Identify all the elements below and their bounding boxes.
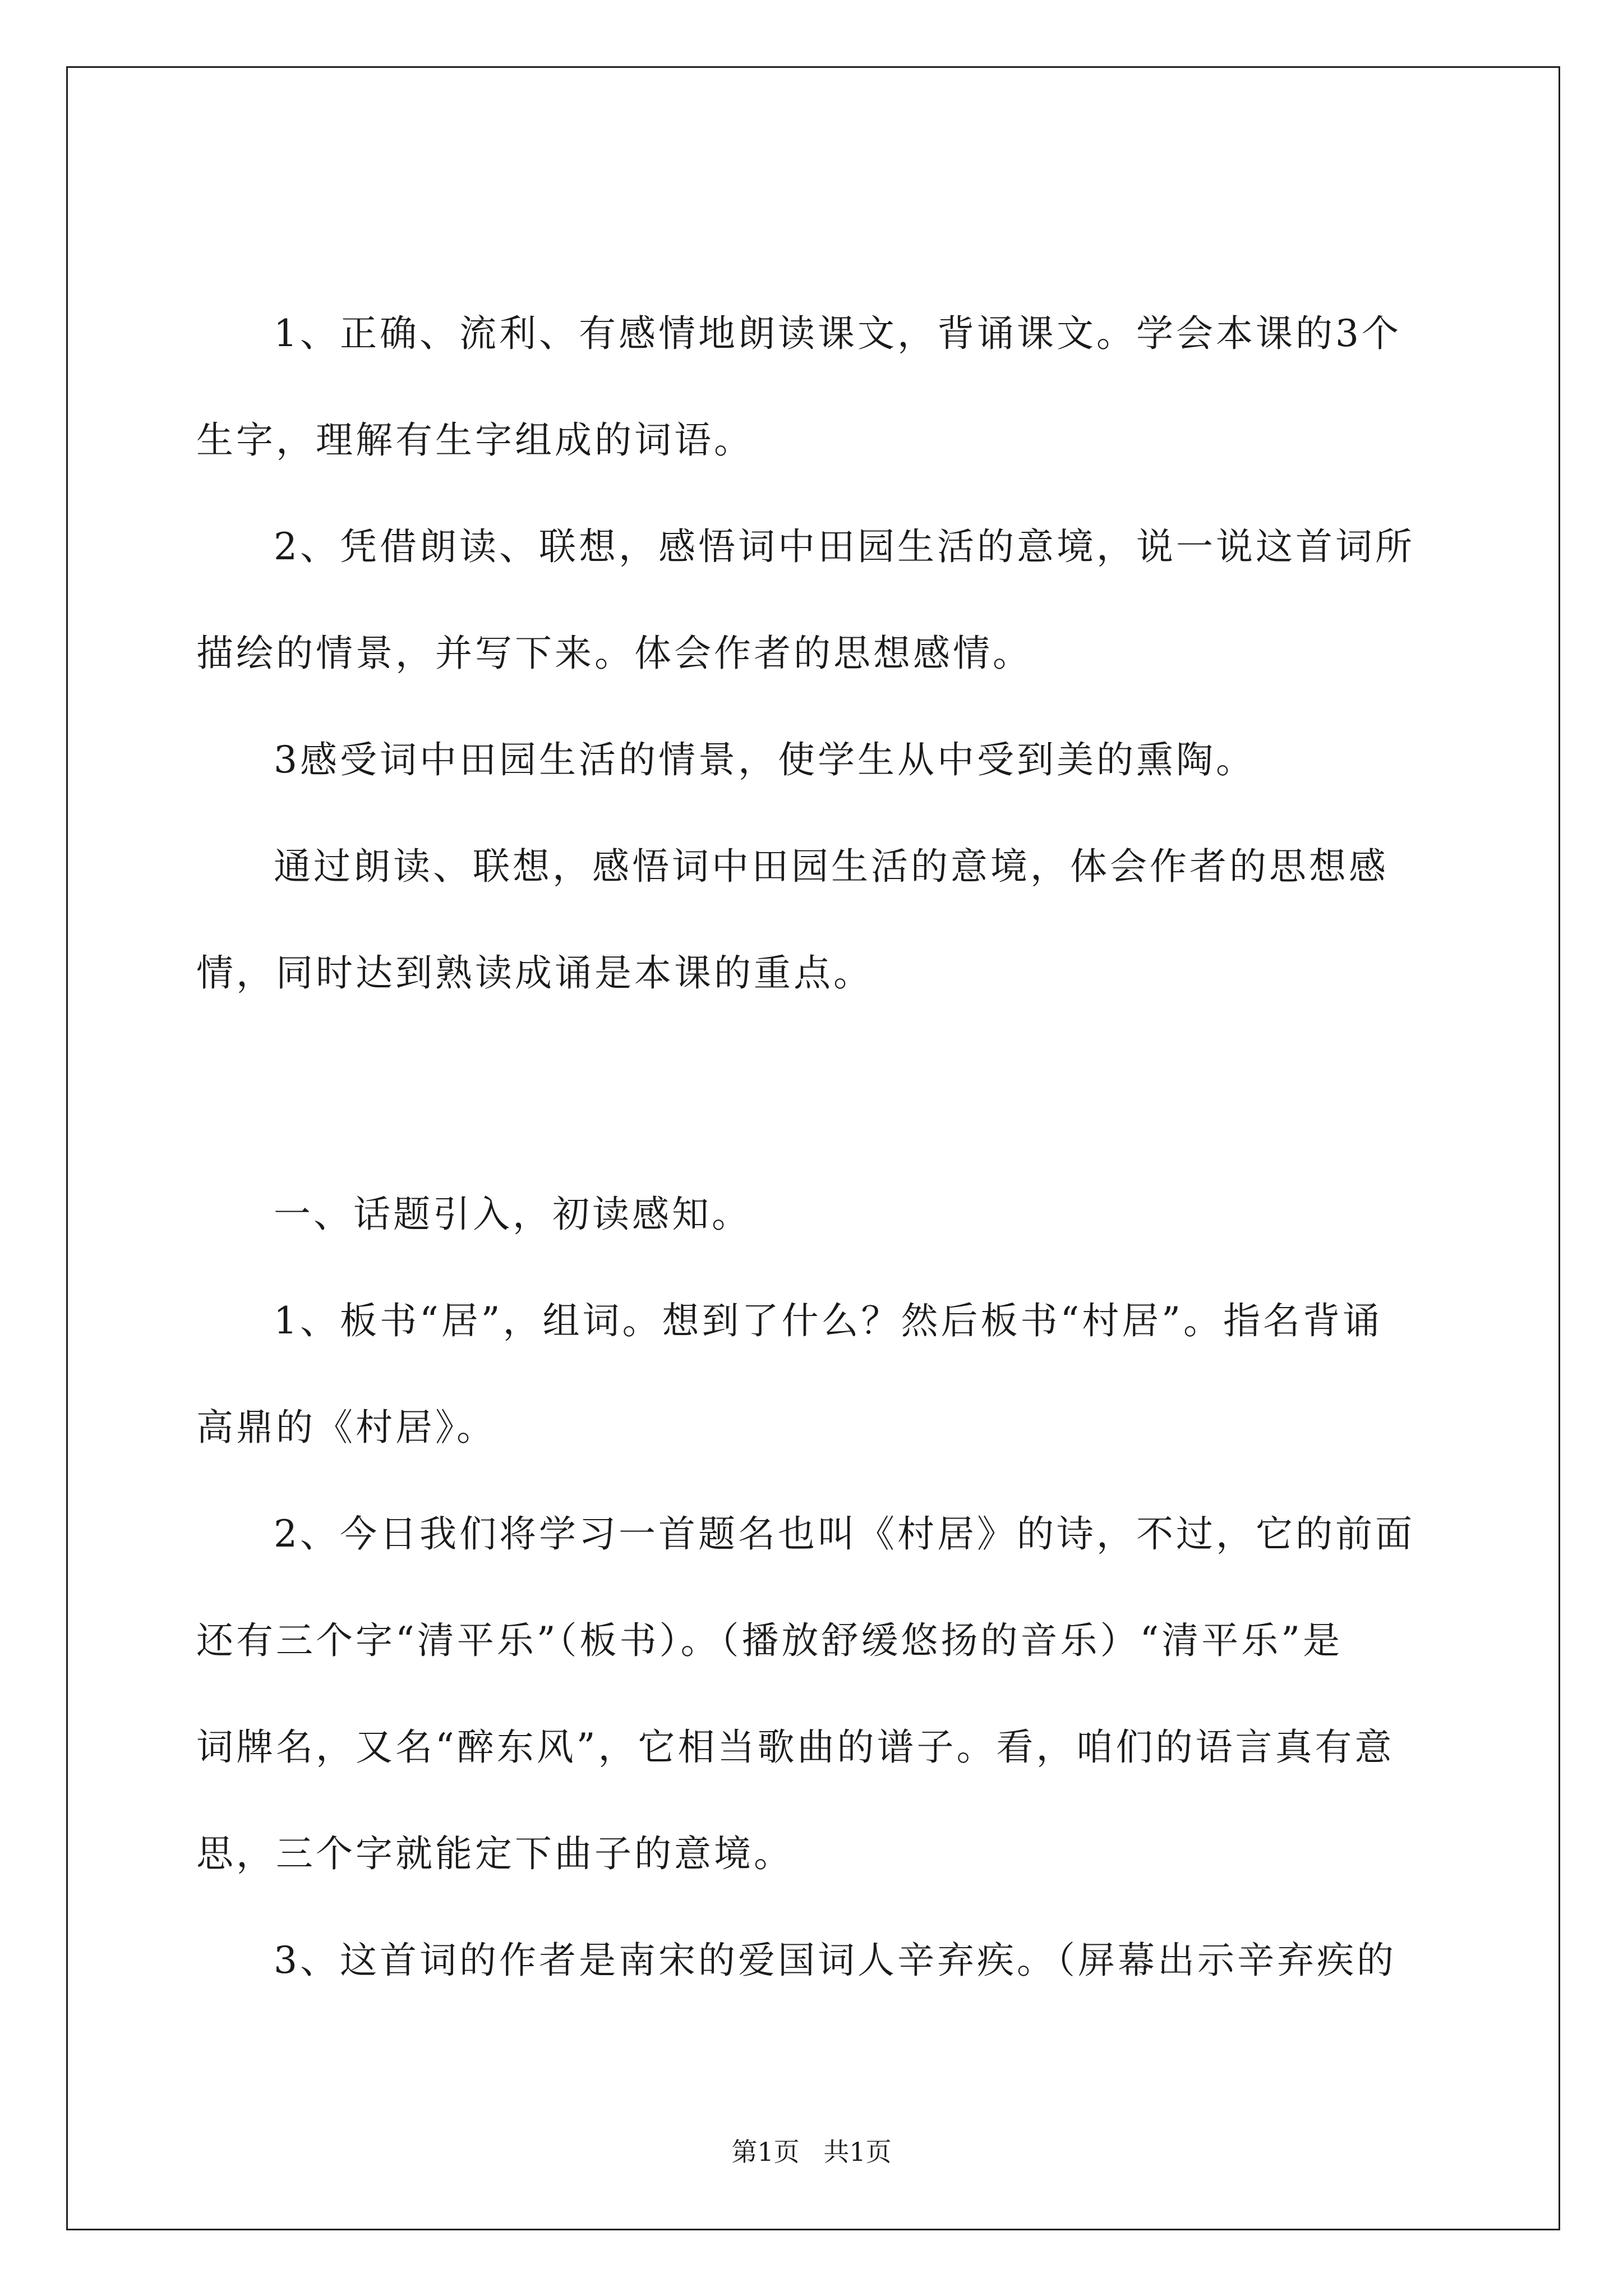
text-line: 1、正确、流利、有感情地朗读课文，背诵课文。学会本课的3个 [274,312,1401,355]
text-line: 情，同时达到熟读成诵是本课的重点。 [196,951,873,995]
paragraph-key-point [196,813,1430,1027]
paragraph-step-2 [196,1481,1430,1907]
paragraph-objective-3 [196,707,1430,813]
text-line: 2、今日我们将学习一首题名也叫《村居》的诗，不过，它的前面 [274,1512,1415,1556]
paragraph-step-1 [196,1268,1430,1481]
text-line: 高鼎的《村居》。 [196,1406,496,1449]
text-line: 2、凭借朗读、联想，感悟词中田园生活的意境，说一说这首词所 [274,525,1415,568]
text-line: 生字，理解有生字组成的词语。 [196,418,754,462]
text-line: 词牌名，又名“醉东风”，它相当歌曲的谱子。看，咱们的语言真有意 [196,1726,1395,1769]
text-line: 还有三个字“清平乐”（板书）。（播放舒缓悠扬的音乐）“清平乐”是 [196,1619,1343,1662]
text-line: 描绘的情景，并写下来。体会作者的思想感情。 [196,632,1032,675]
paragraph-step-3 [196,1907,1430,2014]
page-number-total: 共1页 [823,2137,892,2167]
text-line: 通过朗读、联想，感悟词中田园生活的意境，体会作者的思想感 [274,845,1389,888]
text-line: 3感受词中田园生活的情景，使学生从中受到美的熏陶。 [274,738,1256,781]
page-footer [0,2135,1623,2169]
text-line: 1、板书“居”，组词。想到了什么？然后板书“村居”。指名背诵 [274,1299,1382,1342]
section-heading [196,1161,1430,1268]
text-line: 3、这首词的作者是南宋的爱国词人辛弃疾。（屏幕出示辛弃疾的 [274,1939,1396,1982]
page-number-current: 第1页 [731,2137,800,2167]
paragraph-objective-1 [196,280,1430,494]
paragraph-objective-2 [196,494,1430,707]
text-line: 思，三个字就能定下曲子的意境。 [196,1832,794,1875]
text-line: 一、话题引入，初读感知。 [274,1193,751,1236]
